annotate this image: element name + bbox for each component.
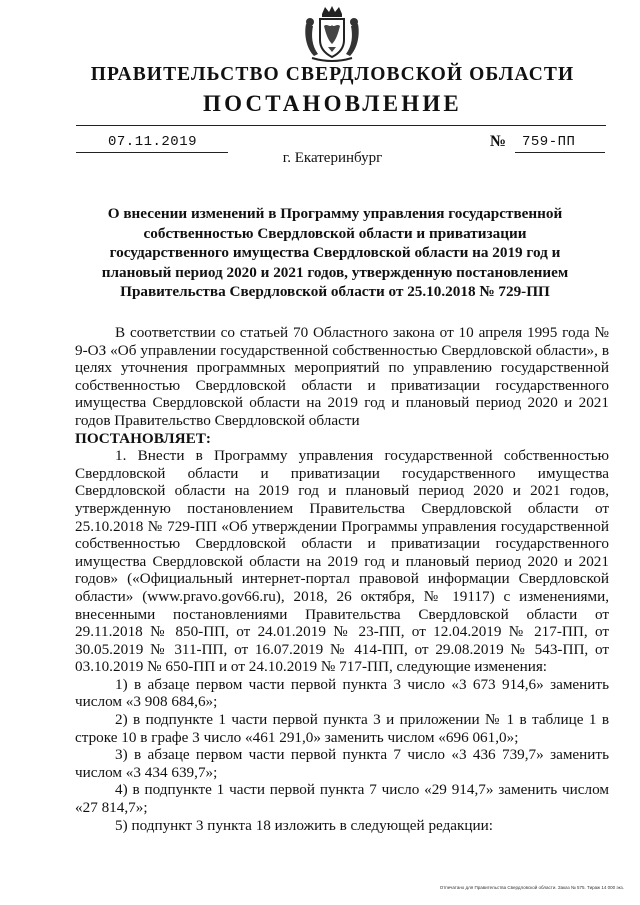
preamble-paragraph: В соответствии со статьей 70 Областного закона от 10 апреля 1995 года № 9-ОЗ «Об управлении государственной собственностью Свердловской области», в целях уточнения программных мероприятий по управлению государственной собственностью Свердловской области и приватизации государственного имущества Свердловской области на 2019 год и плановый период 2020 и 2021 годов Правительство Свердловской области xyxy=(75,324,609,429)
document-body xyxy=(75,324,609,834)
header-divider xyxy=(76,125,606,126)
document-type: ПОСТАНОВЛЕНИЕ xyxy=(203,91,462,116)
document-subject: О внесении изменений в Программу управления государственной собственностью Свердловской области и приватизации государственного имущества Свердловской области на 2019 год и плановый период 2020 и 2021 годов, утвержденную постановлением Правительства Свердловской области от 25.10.2018 № 729-ПП xyxy=(101,205,569,300)
government-title: ПРАВИТЕЛЬСТВО СВЕРДЛОВСКОЙ ОБЛАСТИ xyxy=(90,64,575,85)
number-underline xyxy=(515,152,605,153)
list-item: 5) подпункт 3 пункта 18 изложить в следующей редакции: xyxy=(115,816,494,834)
coat-of-arms-icon xyxy=(300,4,364,64)
decree-word: ПОСТАНОВЛЯЕТ: xyxy=(75,429,211,447)
list-item: 2) в подпункте 1 части первой пункта 3 и приложении № 1 в таблице 1 в строке 10 в графе 3 число «461 291,0» заменить числом «696 061,0»; xyxy=(75,711,609,746)
list-item: 4) в подпункте 1 части первой пункта 7 число «29 914,7» заменить числом «27 814,7»; xyxy=(75,781,609,817)
list-item: 1) в абзаце первом части первой пункта 3 число «3 673 914,6» заменить числом «3 908 684,6»; xyxy=(75,675,609,711)
list-item: 3) в абзаце первом части первой пункта 7 число «3 436 739,7» заменить числом «3 434 639,7»; xyxy=(75,746,609,781)
document-date: 07.11.2019 xyxy=(108,134,198,150)
date-underline xyxy=(76,152,228,153)
city-name: г. Екатеринбург xyxy=(282,150,383,166)
print-footer: Отпечатано для Правительства Свердловской области. Заказ № 575. Тираж 14 000 экз. xyxy=(439,885,624,890)
number-sign: № xyxy=(490,133,507,150)
clause-1-paragraph: 1. Внести в Программу управления государственной собственностью Свердловской области и приватизации государственного имущества Свердловской области на 2019 год и плановый период 2020 и 2021 годов, утвержденную постановлением Правительства Свердловской области от 25.10.2018 № 729-ПП «Об утверждении Программы управления государственной собственностью Свердловской области и приватизации государственного имущества Свердловской области на 2019 год и плановый период 2020 и 2021 годов» («Официальный интернет-портал правовой информации Свердловской области» (www.pravo.gov66.ru), 2018, 26 октября, № 19117) с изменениями, внесенными постановлениями Правительства Свердловской области от 29.11.2018 № 850-ПП, от 24.01.2019 № 23-ПП, от 12.04.2019 № 217-ПП, от 30.05.2019 № 311-ПП, от 16.07.2019 № 414-ПП, от 29.08.2019 № 543-ПП, от 03.10.2019 № 650-ПП и от 24.10.2019 № 717-ПП, следующие изменения: xyxy=(75,447,609,676)
document-number: 759-ПП xyxy=(522,134,576,150)
